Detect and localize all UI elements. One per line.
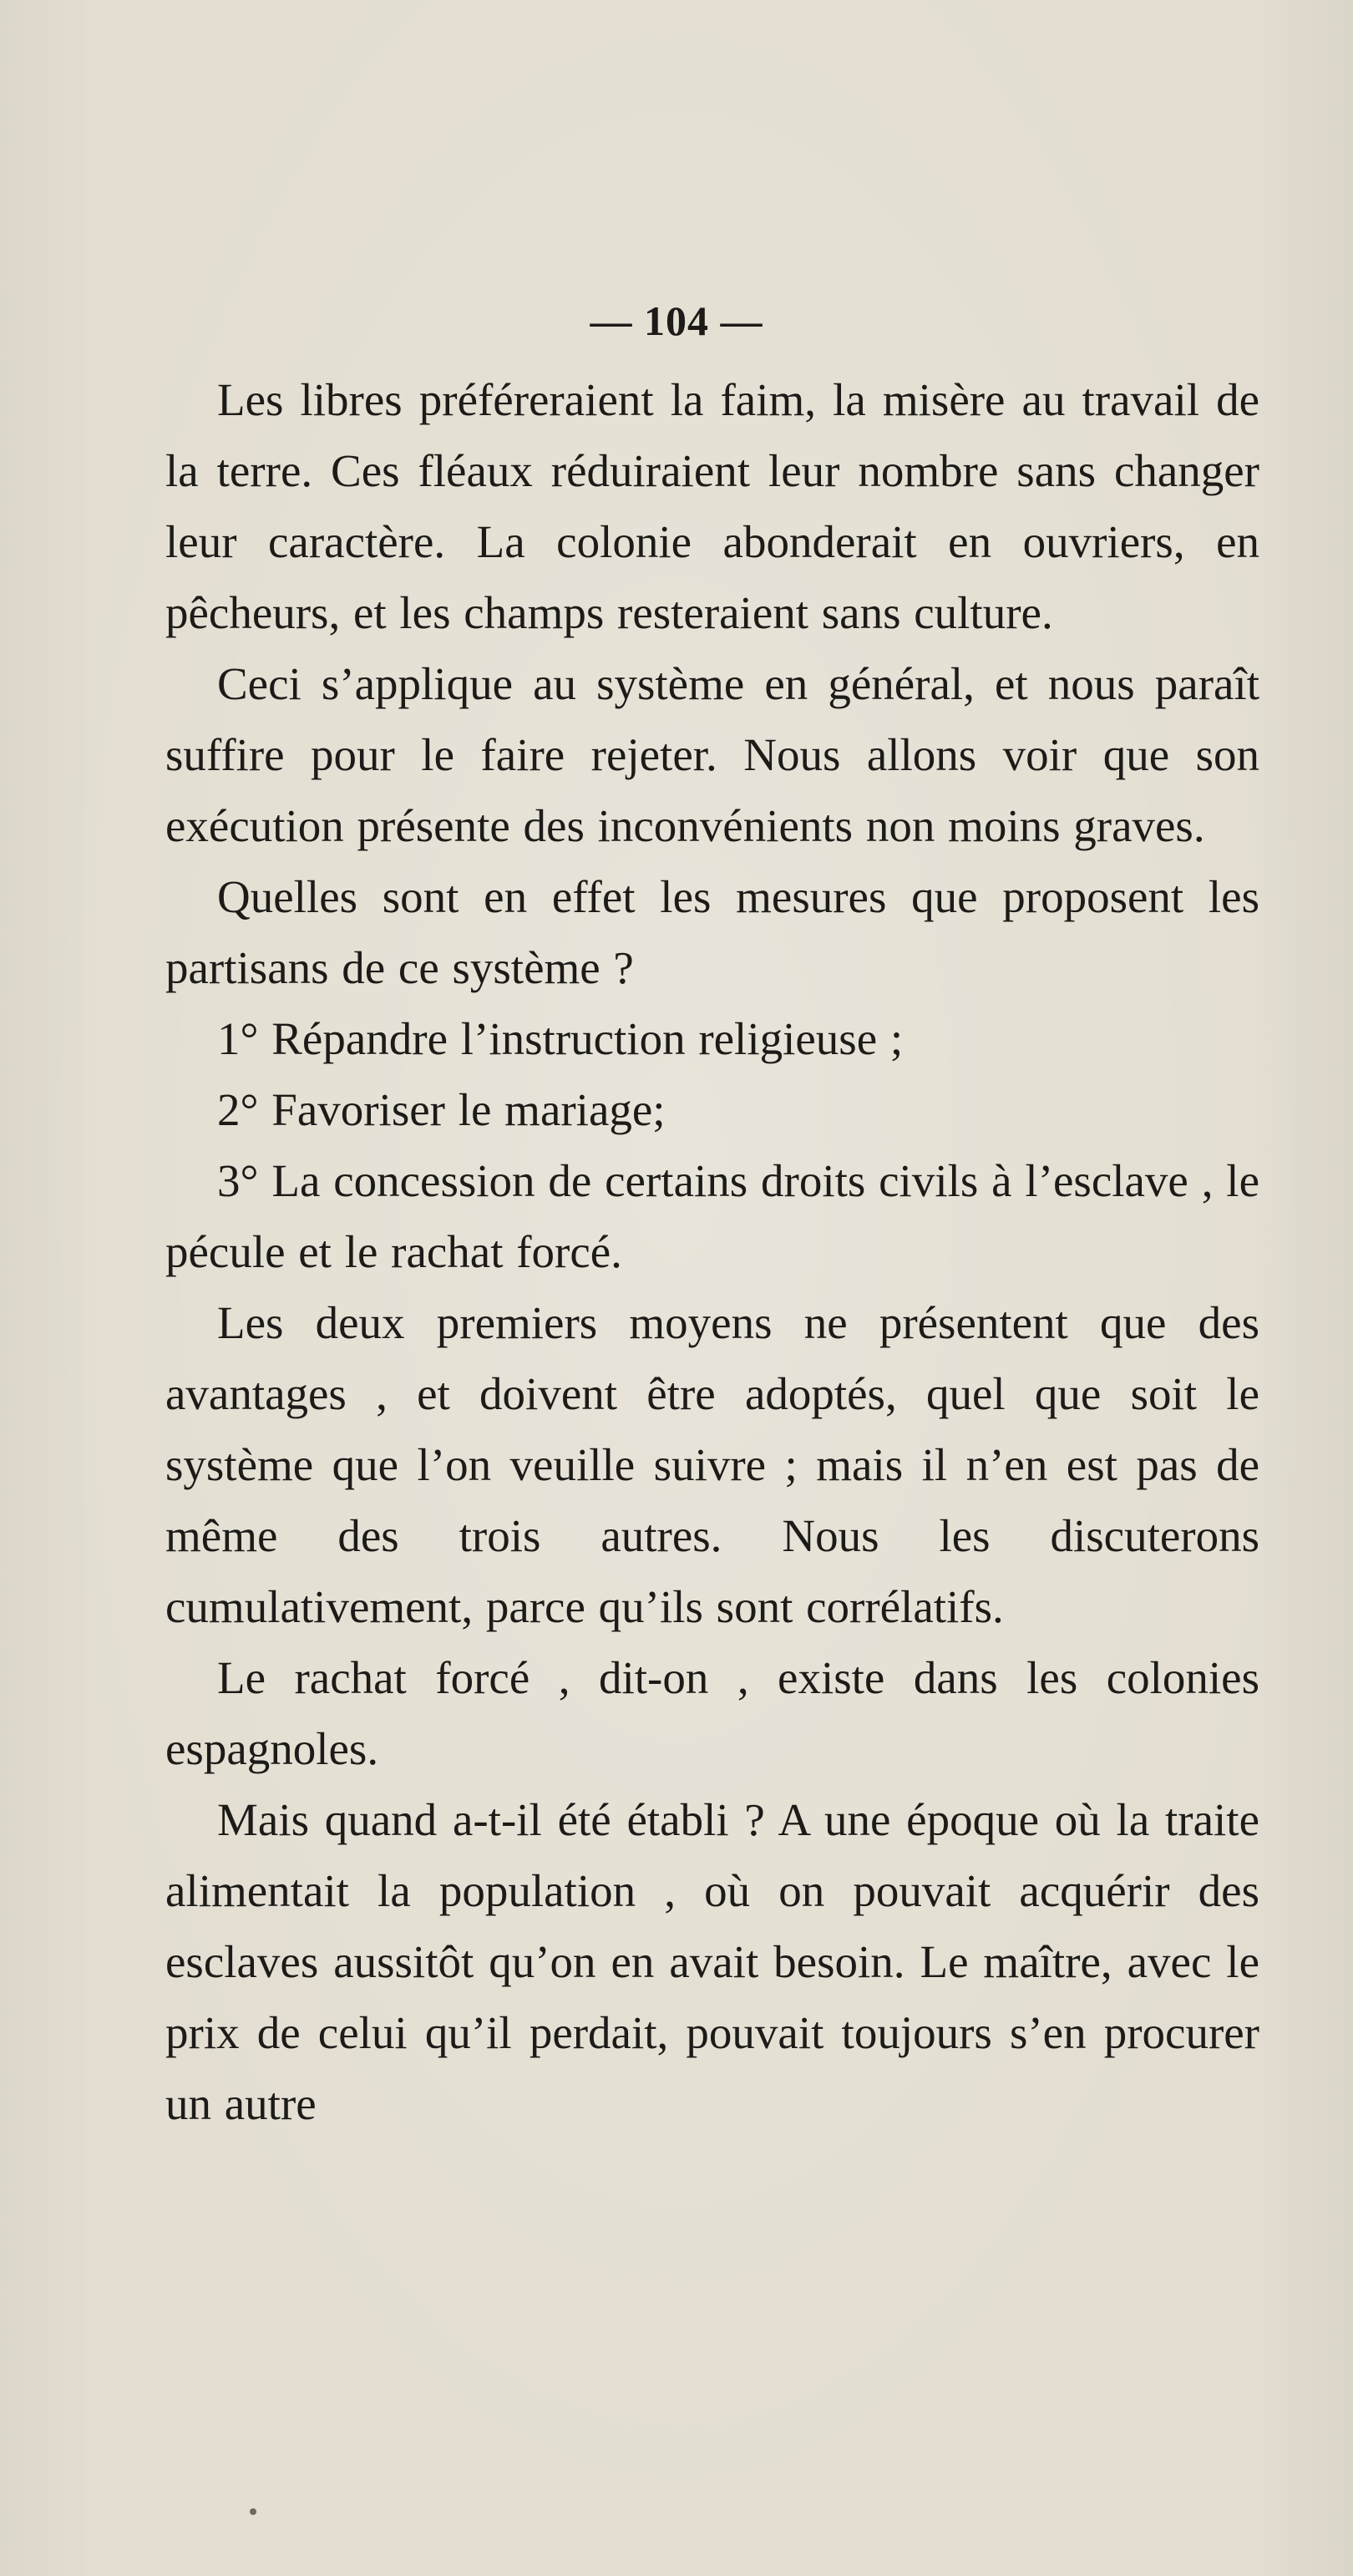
list-item-3: 3° La concession de certains droits civils à l’esclave , le pécule et le rachat forcé. xyxy=(165,1155,1259,1277)
list-item-2: 2° Favoriser le mariage; xyxy=(217,1084,666,1135)
paragraph-5: Le rachat forcé , dit-on , existe dans les colonies espagnoles. xyxy=(165,1652,1259,1774)
page-number: — 104 — xyxy=(590,297,763,344)
ink-speck xyxy=(250,2508,256,2515)
paragraph-3: Quelles sont en effet les mesures que proposent les partisans de ce système ? xyxy=(165,871,1259,993)
paragraph-2: Ceci s’applique au système en général, et nous paraît suffire pour le faire rejeter. Nous allons voir que son exécution présente des inconvénients non moins graves. xyxy=(165,658,1259,851)
paragraph-4: Les deux premiers moyens ne présentent que des avantages , et doivent être adoptés, quel que soit le système que l’on veuille suivre ; mais il n’en est pas de même des trois autres. Nous les discuterons cumulativement, parce qu’ils sont corrélatifs. xyxy=(165,1297,1259,1632)
paragraph-1: Les libres préféreraient la faim, la misère au travail de la terre. Ces fléaux réduiraient leur nombre sans changer leur caractère. La colonie abonderait en ouvriers, en pêcheurs, et les champs resteraient sans culture. xyxy=(165,374,1259,638)
paragraph-6: Mais quand a-t-il été établi ? A une époque où la traite alimentait la population , où on pouvait acquérir des esclaves aussitôt qu’on en avait besoin. Le maître, avec le prix de celui qu’il perdait, pouvait toujours s’en procurer un autre xyxy=(165,1794,1259,2129)
list-item-1: 1° Répandre l’instruction religieuse ; xyxy=(217,1013,904,1064)
body-text xyxy=(165,364,1259,2139)
